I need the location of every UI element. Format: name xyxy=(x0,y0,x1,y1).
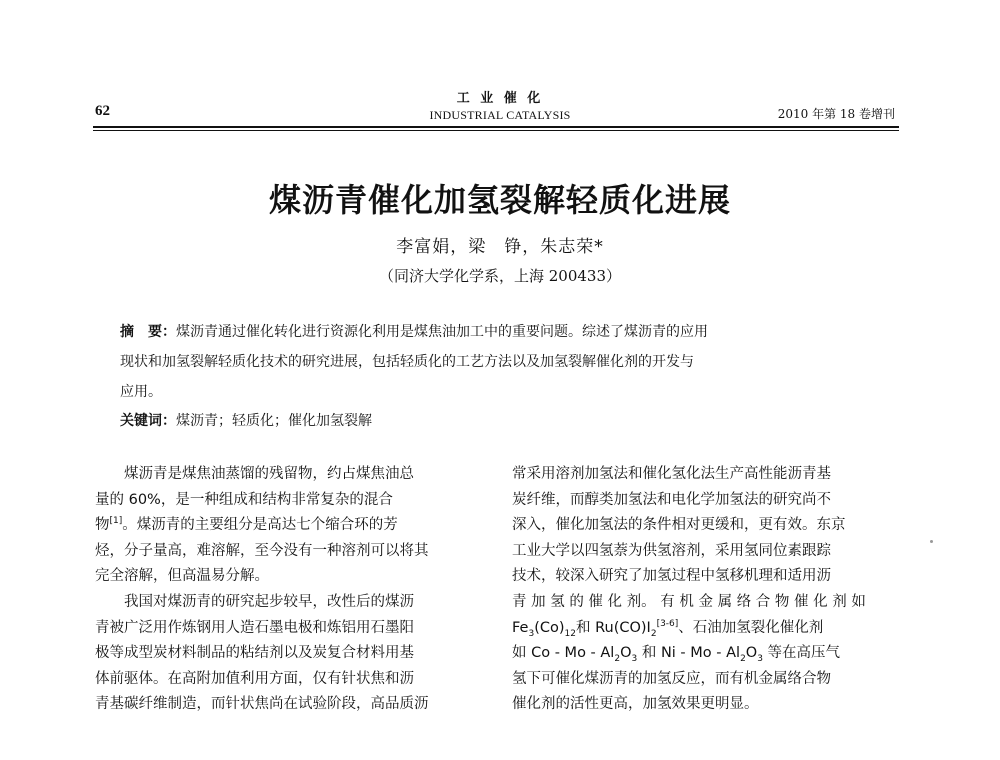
body-line: 极等成型炭材料制品的粘结剂以及炭复合材料用基 xyxy=(95,645,414,662)
body-line: 炭纤维，而醇类加氢法和电化学加氢法的研究尚不 xyxy=(512,491,831,508)
body-text: 。煤沥青的主要组分是高达七个缩合环的芳 xyxy=(122,517,398,534)
body-line: 体前驱体。在高附加值利用方面，仅有针状焦和沥 xyxy=(95,670,414,687)
body-line: 煤沥青是煤焦油蒸馏的残留物，约占煤焦油总 xyxy=(95,466,414,482)
header-rule-thick xyxy=(93,126,899,128)
abstract xyxy=(120,317,870,407)
abstract-line: 应用。 xyxy=(120,384,162,400)
body-line: 量的 60%，是一种组成和结构非常复杂的混合 xyxy=(95,491,393,508)
body-line: 技术，较深入研究了加氢过程中氢移机理和适用沥 xyxy=(512,568,831,585)
article-authors: 李富娟，梁 铮，朱志荣* xyxy=(396,237,604,257)
journal-name-en: INDUSTRIAL CATALYSIS xyxy=(429,108,571,122)
body-line: 氢下可催化煤沥青的加氢反应，而有机金属络合物 xyxy=(512,670,831,687)
subscript: 2 xyxy=(650,628,657,639)
abstract-line: 现状和加氢裂解轻质化技术的研究进展，包括轻质化的工艺方法以及加氢裂解催化剂的开发与 xyxy=(120,354,694,370)
body-line: 常采用溶剂加氢法和催化氢化法生产高性能沥青基 xyxy=(512,466,831,482)
keywords xyxy=(120,410,372,430)
citation: [3-6] xyxy=(656,618,679,629)
body-line: 烃，分子量高，难溶解，至今没有一种溶剂可以将其 xyxy=(95,542,429,559)
body-line: 工业大学以四氢萘为供氢溶剂，采用氢同位素跟踪 xyxy=(512,542,831,559)
keywords-text: 煤沥青；轻质化；催化加氢裂解 xyxy=(176,413,372,429)
page-number: 62 xyxy=(95,103,110,119)
article-affiliation: （同济大学化学系，上海 200433） xyxy=(378,267,622,285)
body-line: 青被广泛用作炼钢用人造石墨电极和炼铝用石墨阳 xyxy=(95,619,414,636)
abstract-line xyxy=(120,317,870,347)
article-title: 煤沥青催化加氢裂解轻质化进展 xyxy=(268,181,731,219)
body-line xyxy=(512,641,907,667)
body-line: 青 加 氢 的 催 化 剂。 有 机 金 属 络 合 物 催 化 剂 如 xyxy=(512,593,866,610)
body-line: 深入，催化加氢法的条件相对更缓和，更有效。东京 xyxy=(512,517,846,534)
header-rule-thin xyxy=(93,130,899,131)
issue-info: 2010 年第 18 卷增刊 xyxy=(777,107,895,121)
body-column-left xyxy=(95,462,495,718)
body-column-right xyxy=(512,462,907,718)
formula-text: 如 Co - Mo - Al xyxy=(512,645,615,662)
body-line: 催化剂的活性更高，加氢效果更明显。 xyxy=(512,696,759,713)
formula-text: (Co) xyxy=(534,619,565,636)
formula-text: 和 Ru(CO)I xyxy=(575,619,651,636)
citation: [1] xyxy=(109,516,123,527)
body-text: 物 xyxy=(95,517,110,534)
body-line: 我国对煤沥青的研究起步较早，改性后的煤沥 xyxy=(95,593,414,610)
formula-text: 和 Ni - Mo - Al xyxy=(637,645,741,662)
formula-text: O xyxy=(620,645,632,662)
body-text: 、石油加氢裂化催化剂 xyxy=(678,619,824,636)
abstract-label: 摘 要： xyxy=(120,324,176,340)
subscript: 3 xyxy=(757,654,763,665)
subscript: 12 xyxy=(564,628,576,639)
subscript: 2 xyxy=(614,654,621,665)
subscript: 2 xyxy=(740,654,746,665)
journal-name-cn: 工 业 催 化 xyxy=(456,91,544,106)
formula-text: O xyxy=(745,645,758,662)
body-line: 青基碳纤维制造，而针状焦尚在试验阶段，高品质沥 xyxy=(95,696,429,713)
body-line xyxy=(95,513,495,539)
keywords-label: 关键词： xyxy=(120,413,176,429)
subscript: 3 xyxy=(631,654,638,665)
subscript: 3 xyxy=(528,628,535,639)
abstract-text: 煤沥青通过催化转化进行资源化利用是煤焦油加工中的重要问题。综述了煤沥青的应用 xyxy=(176,324,708,340)
body-line: 完全溶解，但高温易分解。 xyxy=(95,568,269,585)
scan-speck xyxy=(930,540,933,543)
body-text: 等在高压气 xyxy=(762,645,841,662)
body-line xyxy=(512,616,907,642)
formula-text: Fe xyxy=(512,619,529,636)
